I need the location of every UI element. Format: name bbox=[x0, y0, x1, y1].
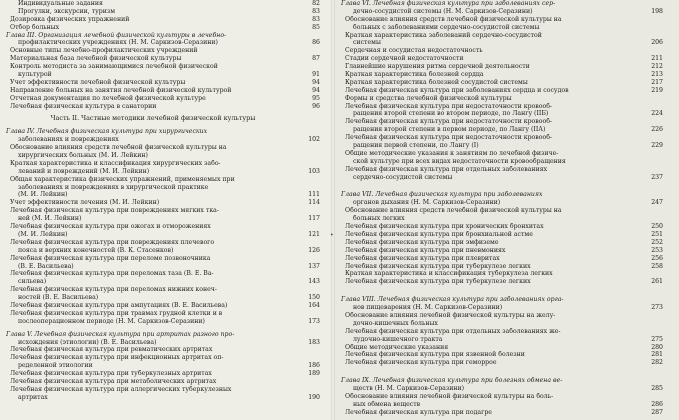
page-numbers-left bbox=[302, 0, 320, 402]
page-number: 247 bbox=[651, 199, 663, 207]
toc-line: органов дыхания (Н. М. Саркизов-Серазини) bbox=[353, 199, 501, 207]
toc-line: Лечебная физическая культура при заболеваниях сердца и сосудов bbox=[345, 86, 569, 94]
page-number: 253 bbox=[651, 246, 663, 254]
toc-line: хирургических больных (М. И. Лейкин) bbox=[18, 152, 148, 160]
toc-line: ращения второй степени в первом периоде, по Лангу (IIА) bbox=[353, 126, 546, 134]
page-number bbox=[302, 207, 320, 215]
page-number bbox=[637, 328, 663, 336]
toc-line: ращения первой степени, по Лангу (I) bbox=[353, 142, 479, 150]
page-number: 275 bbox=[651, 335, 663, 343]
page-number: 281 bbox=[651, 351, 663, 359]
page-number bbox=[637, 32, 663, 40]
page-number: 164 bbox=[308, 301, 320, 309]
toc-line: Лечебная физическая культура при повреждениях плечевого bbox=[10, 238, 215, 246]
page-number: 94 bbox=[312, 78, 320, 86]
toc-line: Общая характеристика физических упражнений, применяемых при bbox=[10, 175, 235, 183]
page-number bbox=[302, 184, 320, 192]
toc-line: пояса и верхних конечностей (В. К. Стасенков) bbox=[18, 246, 174, 254]
page-number bbox=[302, 115, 320, 123]
toc-line: Глава IX. Лечебная физическая культура при болезнях обмена ве- bbox=[341, 377, 563, 385]
toc-line: сердечно-сосудистой системы bbox=[353, 173, 453, 181]
toc-line: ней (М. И. Лейкин) bbox=[18, 215, 82, 223]
page-number: 251 bbox=[651, 230, 663, 238]
page-number: 285 bbox=[651, 385, 663, 393]
page-number: 137 bbox=[308, 262, 320, 270]
spine-mark: • bbox=[330, 232, 334, 239]
toc-line: Обоснование влияния лечебной физической культуры на желу- bbox=[345, 311, 556, 319]
page-number bbox=[637, 118, 663, 126]
page-number bbox=[302, 270, 320, 278]
page-number: 83 bbox=[312, 15, 320, 23]
toc-line: Лечебная физическая культура при ампутациях (В. Е. Васильева) bbox=[10, 301, 228, 309]
toc-line: Основные типы лечебно-профилактических учреждений bbox=[10, 47, 198, 55]
toc-line: Обоснование влияния лечебной физической культуры на боль- bbox=[345, 392, 554, 400]
page-number bbox=[637, 393, 663, 401]
page-number: 121 bbox=[308, 230, 320, 238]
toc-line: системы bbox=[353, 39, 381, 47]
page-number: 250 bbox=[651, 223, 663, 231]
toc-line: Лечебная физическая культура при недостаточности кровооб- bbox=[345, 118, 553, 126]
page-number: 273 bbox=[651, 304, 663, 312]
toc-line: послеоперационном периоде (Н. М. Саркизов-Серазини) bbox=[18, 317, 205, 325]
page-number: 237 bbox=[651, 173, 663, 181]
page-number bbox=[302, 152, 320, 160]
toc-line: Лечебная физическая культура в санатории bbox=[10, 102, 157, 110]
toc-line: ных обмена веществ bbox=[353, 400, 421, 408]
toc-line: Дозировка физических упражнений bbox=[10, 15, 130, 23]
page-number: 282 bbox=[651, 359, 663, 367]
page-number: 96 bbox=[312, 102, 320, 110]
toc-line: Глава III. Организация лечебной физической культуры в лечебно- bbox=[6, 31, 227, 39]
toc-line: Глава IV. Лечебная физическая культура при хирургических bbox=[6, 128, 208, 136]
page-number: 111 bbox=[308, 191, 320, 199]
page-number bbox=[302, 331, 320, 339]
page-number bbox=[302, 310, 320, 318]
toc-line: Обоснование влияния средств лечебной физической культуры на bbox=[345, 15, 562, 23]
toc-line: Лечебная физическая культура при хронических бронхитах bbox=[345, 223, 544, 231]
page-number: 86 bbox=[312, 39, 320, 47]
page-number bbox=[637, 166, 663, 174]
page-number bbox=[637, 207, 663, 215]
page-number: 286 bbox=[651, 400, 663, 408]
page-number bbox=[302, 255, 320, 263]
toc-line: Лечебная физическая культура при плевритах bbox=[345, 254, 500, 262]
toc-line: Лечебная физическая культура при переломах таза (В. Е. Ва- bbox=[10, 270, 214, 278]
toc-line: сильева) bbox=[18, 278, 47, 286]
page-number: 198 bbox=[651, 7, 663, 15]
page-number: 150 bbox=[308, 294, 320, 302]
toc-line: заболеваниях и повреждениях bbox=[18, 136, 119, 144]
toc-line: Лечебная физическая культура при ревматических артритах bbox=[10, 346, 213, 354]
page-number: 94 bbox=[312, 86, 320, 94]
toc-line: Обоснование влияния средств лечебной физической культуры на bbox=[345, 207, 562, 215]
toc-column-right bbox=[341, 0, 637, 417]
toc-line: Лечебная физическая культура при недостаточности кровооб- bbox=[345, 102, 553, 110]
page-number bbox=[302, 63, 320, 71]
page-number: 186 bbox=[308, 362, 320, 370]
page-number: 183 bbox=[308, 338, 320, 346]
page-number: 126 bbox=[308, 246, 320, 254]
toc-line: Лечебная физическая культура при аллергических туберкулезных bbox=[10, 385, 232, 393]
toc-line: (М. И. Лейкин) bbox=[18, 191, 68, 199]
page-number bbox=[637, 103, 663, 111]
toc-line: Глава V. Лечебная физическая культура при артритах разного про- bbox=[6, 330, 235, 338]
page-number: 280 bbox=[651, 343, 663, 351]
toc-line: Лечебная физическая культура при повреждениях мягких тка- bbox=[10, 207, 219, 215]
page-number: 143 bbox=[308, 278, 320, 286]
page-number: 103 bbox=[308, 167, 320, 175]
page-number: 261 bbox=[651, 278, 663, 286]
page-number bbox=[637, 312, 663, 320]
page-number bbox=[637, 158, 663, 166]
toc-line: ращения второй степени во втором периоде, по Лангу (IIБ) bbox=[353, 110, 549, 118]
toc-line: Глава VI. Лечебная физическая культура при заболеваниях сер- bbox=[341, 0, 556, 7]
toc-line: исхождения (этиологии) (В. Е. Васильева) bbox=[18, 338, 157, 346]
toc-line: Лечебная физическая культура при туберкулезе легких bbox=[345, 278, 531, 286]
toc-line: Прогулки, экскурсии, туризм bbox=[18, 7, 116, 15]
toc-line: ской культуре при всех видах недостаточности кровообращения bbox=[353, 157, 566, 165]
page-number: 102 bbox=[308, 136, 320, 144]
toc-line: профилактических учреждениях (Н. М. Саркизов-Серазини) bbox=[18, 39, 218, 47]
toc-line: Лечебная физическая культура при ожогах и отморожениях bbox=[10, 223, 211, 231]
page-number bbox=[637, 134, 663, 142]
toc-line: Обоснование влияния средств лечебной физической культуры на bbox=[10, 144, 227, 152]
toc-line: Лечебная физическая культура при травмах грудной клетки и в bbox=[10, 309, 223, 317]
page-number: 258 bbox=[651, 262, 663, 270]
page-number bbox=[302, 346, 320, 354]
page-number: 212 bbox=[651, 63, 663, 71]
toc-line: Краткая характеристика заболеваний сердечно-сосудистой bbox=[345, 31, 542, 39]
page-number bbox=[302, 160, 320, 168]
page-number: 256 bbox=[651, 254, 663, 262]
toc-line: Лечебная физическая культура при туберкулезе легких bbox=[345, 262, 531, 270]
page-number bbox=[637, 191, 663, 199]
page-number bbox=[637, 215, 663, 223]
page-number bbox=[302, 32, 320, 40]
toc-line: Отбор больных bbox=[10, 23, 60, 31]
page-number bbox=[302, 378, 320, 386]
toc-line: Стадии сердечной недостаточности bbox=[345, 55, 464, 63]
toc-line: леваний и повреждений (М. И. Лейкин) bbox=[18, 167, 150, 175]
page-number: 117 bbox=[308, 215, 320, 223]
toc-line: Учет эффективности лечения (М. И. Лейкин) bbox=[10, 199, 160, 207]
page-numbers-right bbox=[637, 0, 663, 417]
toc-line: Лечебная физическая культура при подагре bbox=[345, 408, 492, 416]
page-number bbox=[302, 354, 320, 362]
page-number bbox=[637, 95, 663, 103]
page-number: 83 bbox=[312, 7, 320, 15]
page-number: 229 bbox=[651, 142, 663, 150]
toc-line: Общие методические указания bbox=[345, 343, 449, 351]
toc-line: Общие методические указания к занятиям по лечебной физиче- bbox=[345, 149, 559, 157]
page-number: 91 bbox=[312, 71, 320, 79]
toc-line: (М. И. Лейкин) bbox=[18, 230, 68, 238]
right-page bbox=[333, 0, 679, 420]
toc-line: больных с заболеваниями сердечно-сосудистой системы bbox=[353, 23, 540, 31]
toc-line: Сердечная и сосудистая недостаточность bbox=[345, 47, 483, 55]
page-number: 189 bbox=[308, 370, 320, 378]
toc-line: Краткая характеристика и классификация хирургических забо- bbox=[10, 159, 221, 167]
page-number: 219 bbox=[651, 86, 663, 94]
toc-line: ностей (В. Е. Васильева) bbox=[18, 294, 99, 302]
page-number: 190 bbox=[308, 393, 320, 401]
toc-line: Формы и средства лечебной физической культуры bbox=[345, 94, 512, 102]
page-number: 217 bbox=[651, 78, 663, 86]
toc-line: Лечебная физическая культура при переломах нижних конеч- bbox=[10, 286, 217, 294]
toc-line: лудочно-кишечного тракта bbox=[353, 335, 443, 343]
toc-line: дочно-кишечных больных bbox=[353, 319, 438, 327]
page-number bbox=[637, 320, 663, 328]
page-number: 173 bbox=[308, 317, 320, 325]
toc-line: Глава VII. Лечебная физическая культура при заболеваниях bbox=[341, 191, 543, 199]
page-number: 82 bbox=[312, 0, 320, 7]
page-number bbox=[302, 239, 320, 247]
toc-line: Часть II. Частные методики лечебной физической культуры bbox=[50, 115, 256, 123]
page-number: 226 bbox=[651, 126, 663, 134]
page-number: 224 bbox=[651, 110, 663, 118]
toc-column-left bbox=[6, 0, 300, 402]
page-number bbox=[637, 150, 663, 158]
toc-line: Учет эффективности лечебной физической культуры bbox=[10, 78, 186, 86]
book-spine bbox=[331, 0, 335, 420]
page-number bbox=[302, 386, 320, 394]
page-number bbox=[637, 24, 663, 32]
toc-line: Материальная база лечебной физической культуры bbox=[10, 55, 182, 63]
toc-line: Индивидуальные задания bbox=[18, 0, 103, 7]
toc-line: Краткая характеристика болезней сосудистой системы bbox=[345, 78, 528, 86]
toc-line: нов пищеварения (Н. М. Саркизов-Серазини) bbox=[353, 304, 503, 312]
toc-line: Лечебная физическая культура при метаболических артритах bbox=[10, 377, 217, 385]
toc-line: Лечебная физическая культура при отдельных заболеваниях bbox=[345, 165, 548, 173]
page-number bbox=[302, 223, 320, 231]
toc-line: Краткая характеристика и классификация туберкулеза легких bbox=[345, 270, 553, 278]
toc-line: культурой bbox=[18, 71, 52, 79]
page-number: 287 bbox=[651, 408, 663, 416]
page-number bbox=[637, 377, 663, 385]
toc-line: Лечебная физическая культура при язвенной болезни bbox=[345, 351, 525, 359]
toc-line: артритах bbox=[18, 393, 48, 401]
page-number: 95 bbox=[312, 94, 320, 102]
toc-line: Лечебная физическая культура при отдельных заболеваниях же- bbox=[345, 327, 561, 335]
page-number bbox=[302, 47, 320, 55]
toc-line: (В. Е. Васильева) bbox=[18, 262, 74, 270]
left-page bbox=[0, 0, 333, 420]
toc-line: больных легких bbox=[353, 215, 405, 223]
page-number bbox=[637, 270, 663, 278]
toc-line: Глава VIII. Лечебная физическая культура при заболеваниях орга- bbox=[341, 296, 564, 304]
toc-line: Лечебная физическая культура при пневмониях bbox=[345, 246, 506, 254]
toc-line: Лечебная физическая культура при геморрое bbox=[345, 359, 497, 367]
page-number: 252 bbox=[651, 238, 663, 246]
toc-line: ществ (Н. М. Саркизов-Серазини) bbox=[353, 385, 465, 393]
page-number bbox=[637, 16, 663, 24]
toc-line: Лечебная физическая культура при эмфиземе bbox=[345, 238, 499, 246]
page-number bbox=[302, 128, 320, 136]
toc-line: Лечебная физическая культура при переломе позвоночника bbox=[10, 254, 211, 262]
toc-line: Отчетная документация по лечебной физической культуре bbox=[10, 94, 206, 102]
toc-line: заболеваниях и повреждениях в хирургической практике bbox=[18, 183, 209, 191]
page-number: 206 bbox=[651, 39, 663, 47]
toc-line: Лечебная физическая культура при туберкулезных артритах bbox=[10, 370, 212, 378]
page-number bbox=[637, 0, 663, 8]
page-number: 85 bbox=[312, 23, 320, 31]
toc-line: дечно-сосудистой системы (Н. М. Саркизов-Серазини) bbox=[353, 7, 533, 15]
toc-line: Направление больных на занятия лечебной физической культурой bbox=[10, 86, 232, 94]
page-number bbox=[302, 176, 320, 184]
toc-line: Лечебная физическая культура при недостаточности кровооб- bbox=[345, 134, 553, 142]
page-number bbox=[302, 144, 320, 152]
page-number: 114 bbox=[308, 199, 320, 207]
toc-line: Контроль методиста за занимающимися лечебной физической bbox=[10, 63, 218, 71]
page-number: 211 bbox=[651, 55, 663, 63]
page-number bbox=[637, 47, 663, 55]
page-number bbox=[302, 286, 320, 294]
toc-line: ределенной этиологии bbox=[18, 362, 93, 370]
toc-line: Лечебная физическая культура при бронхиальной астме bbox=[345, 230, 533, 238]
page-number: 213 bbox=[651, 71, 663, 79]
toc-line: Краткая характеристика болезней сердца bbox=[345, 71, 484, 79]
page-number bbox=[637, 296, 663, 304]
toc-line: Главнейшие нарушения ритма сердечной деятельности bbox=[345, 63, 530, 71]
toc-line: Лечебная физическая культура при инфекционных артритах оп- bbox=[10, 354, 224, 362]
page-number: 87 bbox=[312, 55, 320, 63]
